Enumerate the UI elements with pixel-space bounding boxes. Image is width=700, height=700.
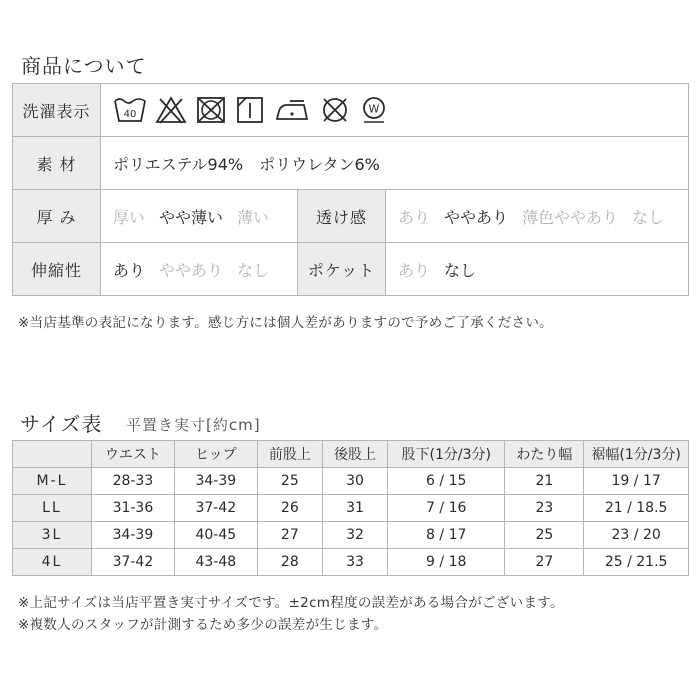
- size-row-label: LL: [13, 495, 92, 522]
- sheer-option: 薄色ややあり: [522, 207, 619, 227]
- size-cell: 37-42: [91, 549, 174, 576]
- size-header-cell: わたり幅: [505, 441, 584, 468]
- wash-icons-cell: [101, 84, 689, 137]
- no-tumble-dry-icon: [195, 95, 227, 125]
- product-note: ※当店基準の表記になります。感じ方には個人差がありますので予めご了承ください。: [18, 315, 553, 331]
- pocket-label: ポケット: [298, 243, 386, 296]
- line-dry-shade-icon: [235, 95, 265, 125]
- thickness-sheer-row: [13, 190, 689, 243]
- size-cell: 37-42: [174, 495, 257, 522]
- size-cell: 26: [257, 495, 322, 522]
- size-header-cell: 裾幅(1分/3分): [584, 441, 689, 468]
- size-cell: 40-45: [174, 522, 257, 549]
- size-table: [12, 440, 689, 576]
- size-table-title: サイズ表: [20, 412, 103, 436]
- size-header-cell: 前股上: [257, 441, 322, 468]
- no-bleach-icon: [155, 95, 187, 125]
- size-header-corner: [13, 441, 92, 468]
- svg-text:W: W: [368, 102, 380, 116]
- size-cell: 25 / 21.5: [584, 549, 689, 576]
- size-cell: 27: [505, 549, 584, 576]
- size-cell: 25: [257, 468, 322, 495]
- size-row-label: 3L: [13, 522, 92, 549]
- size-header-cell: ヒップ: [174, 441, 257, 468]
- size-header-cell: 後股上: [322, 441, 387, 468]
- thickness-option: 薄い: [237, 207, 270, 227]
- stretch-label: 伸縮性: [13, 243, 101, 296]
- wash-label: 洗濯表示: [13, 84, 101, 137]
- thickness-option: やや薄い: [159, 207, 224, 227]
- wash-40-icon: [113, 95, 147, 125]
- size-note-2: ※複数人のスタッフが計測するため多少の誤差が生じます。: [18, 617, 388, 633]
- wet-clean-icon: [359, 95, 389, 125]
- size-row: [13, 549, 689, 576]
- pocket-option: なし: [444, 260, 477, 280]
- thickness-label: 厚 み: [13, 190, 101, 243]
- stretch-pocket-row: [13, 243, 689, 296]
- size-cell: 23: [505, 495, 584, 522]
- pocket-options: [386, 243, 689, 296]
- size-row-label: 4L: [13, 549, 92, 576]
- material-value: ポリエステル94% ポリウレタン6%: [101, 137, 689, 190]
- sheer-options: [386, 190, 689, 243]
- size-cell: 34-39: [174, 468, 257, 495]
- wash-row: [13, 84, 689, 137]
- sheer-label: 透け感: [298, 190, 386, 243]
- size-row-label: M-L: [13, 468, 92, 495]
- size-table-header: [13, 441, 689, 468]
- product-info-table: [12, 83, 689, 296]
- sheer-option: なし: [632, 207, 665, 227]
- stretch-options: [101, 243, 298, 296]
- size-cell: 21 / 18.5: [584, 495, 689, 522]
- size-cell: 8 / 17: [388, 522, 505, 549]
- size-cell: 33: [322, 549, 387, 576]
- size-cell: 28: [257, 549, 322, 576]
- iron-low-icon: [273, 95, 311, 125]
- size-cell: 23 / 20: [584, 522, 689, 549]
- size-cell: 31-36: [91, 495, 174, 522]
- size-header-cell: 股下(1分/3分): [388, 441, 505, 468]
- pocket-option: あり: [398, 260, 431, 280]
- material-row: [13, 137, 689, 190]
- size-cell: 30: [322, 468, 387, 495]
- size-note-1: ※上記サイズは当店平置き実寸サイズです。±2cm程度の誤差がある場合がございます。: [18, 595, 564, 611]
- size-cell: 19 / 17: [584, 468, 689, 495]
- sheer-option: ややあり: [444, 207, 509, 227]
- size-cell: 32: [322, 522, 387, 549]
- size-cell: 43-48: [174, 549, 257, 576]
- size-cell: 25: [505, 522, 584, 549]
- size-cell: 28-33: [91, 468, 174, 495]
- size-cell: 34-39: [91, 522, 174, 549]
- size-row: [13, 468, 689, 495]
- size-cell: 6 / 15: [388, 468, 505, 495]
- sheer-option: あり: [398, 207, 431, 227]
- stretch-option: ややあり: [159, 260, 224, 280]
- material-label: 素 材: [13, 137, 101, 190]
- thickness-options: [101, 190, 298, 243]
- size-row: [13, 522, 689, 549]
- size-cell: 27: [257, 522, 322, 549]
- size-cell: 7 / 16: [388, 495, 505, 522]
- size-row: [13, 495, 689, 522]
- product-info-title: 商品について: [21, 54, 147, 78]
- thickness-option: 厚い: [113, 207, 146, 227]
- no-dry-clean-icon: [319, 95, 351, 125]
- svg-text:40: 40: [123, 109, 137, 120]
- stretch-option: あり: [113, 260, 146, 280]
- size-cell: 9 / 18: [388, 549, 505, 576]
- size-cell: 21: [505, 468, 584, 495]
- size-header-cell: ウエスト: [91, 441, 174, 468]
- size-table-subtitle: 平置き実寸[約cm]: [126, 416, 261, 434]
- size-cell: 31: [322, 495, 387, 522]
- stretch-option: なし: [237, 260, 270, 280]
